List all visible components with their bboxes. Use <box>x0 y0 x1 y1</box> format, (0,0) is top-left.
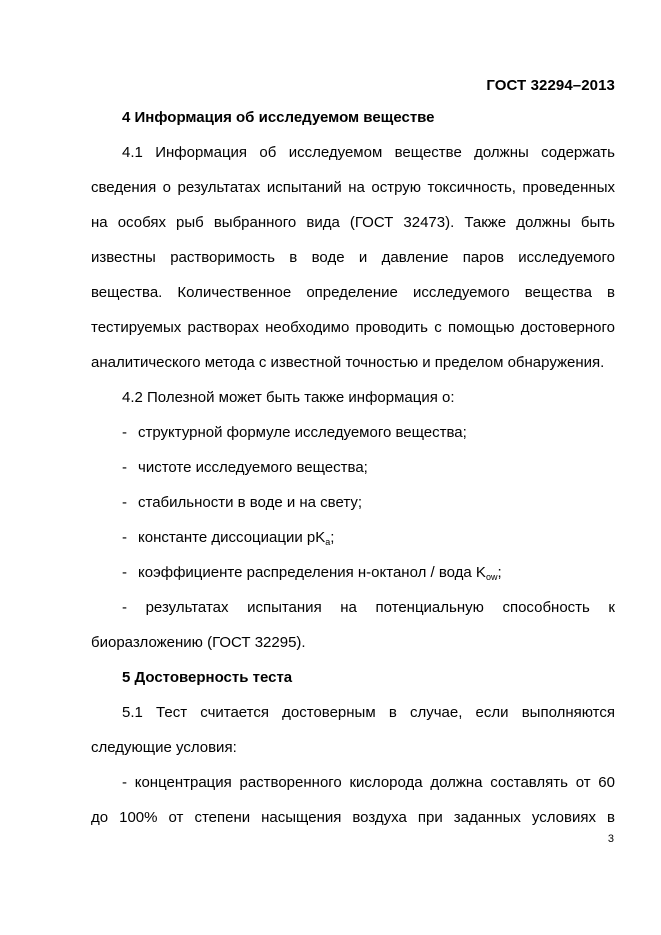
paragraph-4-1-line-2: сведения о результатах испытаний на острую токсичность, проведенных <box>91 179 615 196</box>
list-dash: - <box>122 424 127 441</box>
list-item <box>122 493 615 513</box>
list-item-text: концентрация растворенного кислорода должна составлять от 60 <box>134 774 615 791</box>
list-item <box>122 423 615 443</box>
paragraph-4-1-line-6: тестируемых растворах необходимо проводить с помощью достоверного <box>91 319 615 336</box>
list-item <box>122 773 615 793</box>
list-item <box>122 458 615 478</box>
list-item-text: чистоте исследуемого вещества; <box>138 459 368 476</box>
list-item <box>122 528 615 548</box>
list-item <box>122 598 615 618</box>
paragraph-5-1-line-2: следующие условия: <box>91 739 237 756</box>
list-dash: - <box>122 529 127 546</box>
section-5-heading: 5 Достоверность теста <box>122 669 293 686</box>
list-dash: - <box>122 494 127 511</box>
paragraph-4-1-line-1: 4.1 Информация об исследуемом веществе должны содержать <box>122 144 615 161</box>
list-dash: - <box>122 599 127 616</box>
paragraph-4-1-line-7: аналитического метода с известной точностью и пределом обнаружения. <box>91 354 605 371</box>
document-code-header: ГОСТ 32294–2013 <box>486 77 615 94</box>
list-item-text: структурной формуле исследуемого вещества; <box>138 424 467 441</box>
paragraph-4-1-line-4: известны растворимость в воде и давление паров исследуемого <box>91 249 615 266</box>
paragraph-4-1-line-5: вещества. Количественное определение исследуемого вещества в <box>91 284 615 301</box>
paragraph-4-2-intro: 4.2 Полезной может быть также информация о: <box>122 389 455 406</box>
list-item-continuation: до 100% от степени насыщения воздуха при заданных условиях в <box>91 809 615 826</box>
list-dash: - <box>122 564 127 581</box>
page-number: 3 <box>607 833 614 845</box>
subscript-ow: ow <box>485 572 498 582</box>
paragraph-4-1-line-3: на особях рыб выбранного вида (ГОСТ 32473). Также должны быть <box>91 214 615 231</box>
list-item-text: коэффициенте распределения н-октанол / вода K <box>138 564 486 581</box>
paragraph-5-1-line-1: 5.1 Тест считается достоверным в случае, если выполняются <box>122 704 615 721</box>
list-item-text: стабильности в воде и на свету; <box>138 494 363 511</box>
subscript-a: a <box>325 537 331 547</box>
list-item <box>122 563 615 583</box>
list-item-text: константе диссоциации pK <box>138 529 326 546</box>
list-item-punct: ; <box>497 564 502 581</box>
list-item-punct: ; <box>330 529 335 546</box>
list-item-continuation: биоразложению (ГОСТ 32295). <box>91 634 306 651</box>
list-item-text: результатах испытания на потенциальную способность к <box>145 599 615 616</box>
list-dash: - <box>122 774 127 791</box>
list-dash: - <box>122 459 127 476</box>
section-4-heading: 4 Информация об исследуемом веществе <box>122 109 435 126</box>
